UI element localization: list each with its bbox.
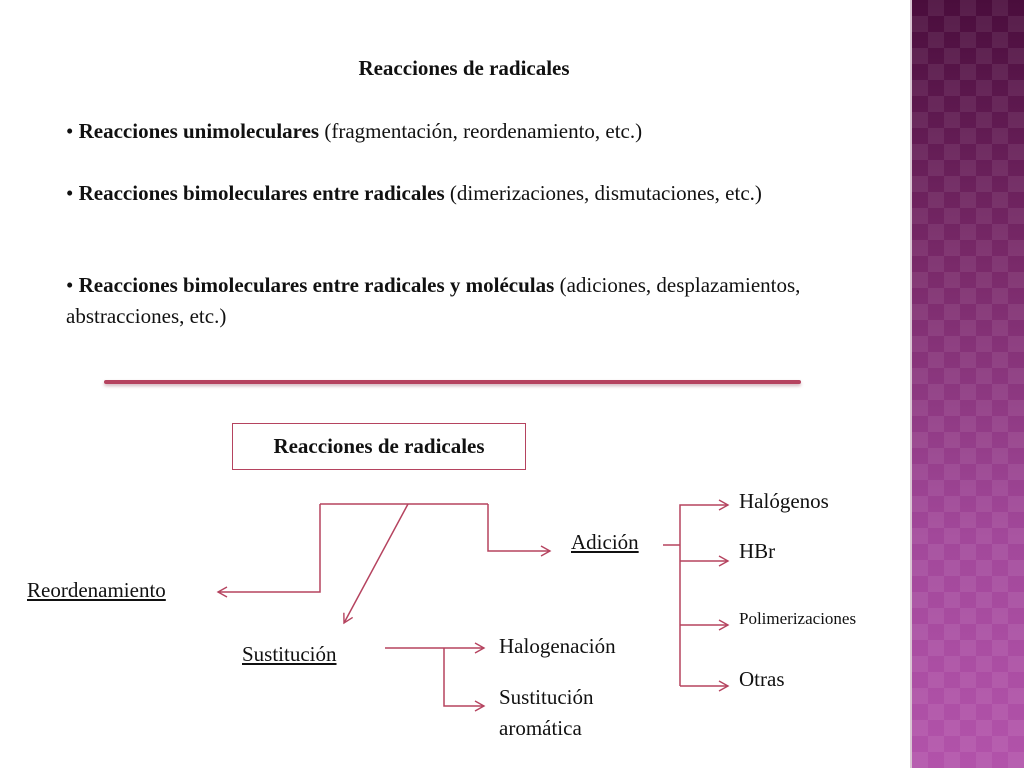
node-hbr: HBr (739, 539, 776, 563)
bullet-rest-text: (adiciones, desplazamientos, abstracciones, etc.) (66, 273, 801, 328)
bullet-bold-text: Reacciones bimoleculares entre radicales y moléculas (78, 273, 555, 297)
bullet-bold-text: Reacciones bimoleculares entre radicales (78, 181, 445, 205)
bullet-rest-text: (dimerizaciones, dismutaciones, etc.) (444, 181, 762, 205)
bullet-bold-text: Reacciones unimoleculares (78, 119, 320, 143)
bullet-marker: • (66, 181, 74, 205)
node-halogenacion: Halogenación (499, 634, 616, 658)
connector-to-reordenamiento (218, 504, 320, 592)
bullet-marker: • (66, 273, 74, 297)
connector-to-sustitucion-aromatica (444, 648, 484, 706)
bullet-marker: • (66, 119, 74, 143)
node-halogenos: Halógenos (739, 489, 829, 513)
root-node-label: Reacciones de radicales (273, 434, 485, 458)
slide-title: Reacciones de radicales (358, 56, 570, 80)
connector-to-sustitucion (344, 504, 408, 623)
connector-to-halogenos (680, 505, 728, 686)
node-sustitucion-aromatica: Sustitución aromática (499, 685, 594, 740)
node-otras: Otras (739, 667, 785, 691)
node-polimerizaciones: Polimerizaciones (739, 609, 857, 628)
connector-to-adicion (320, 504, 550, 551)
node-adicion: Adición (571, 530, 639, 554)
node-sustitucion: Sustitución (242, 642, 337, 666)
bullet-rest-text: (fragmentación, reordenamiento, etc.) (319, 119, 643, 143)
node-reordenamiento: Reordenamiento (27, 578, 166, 602)
